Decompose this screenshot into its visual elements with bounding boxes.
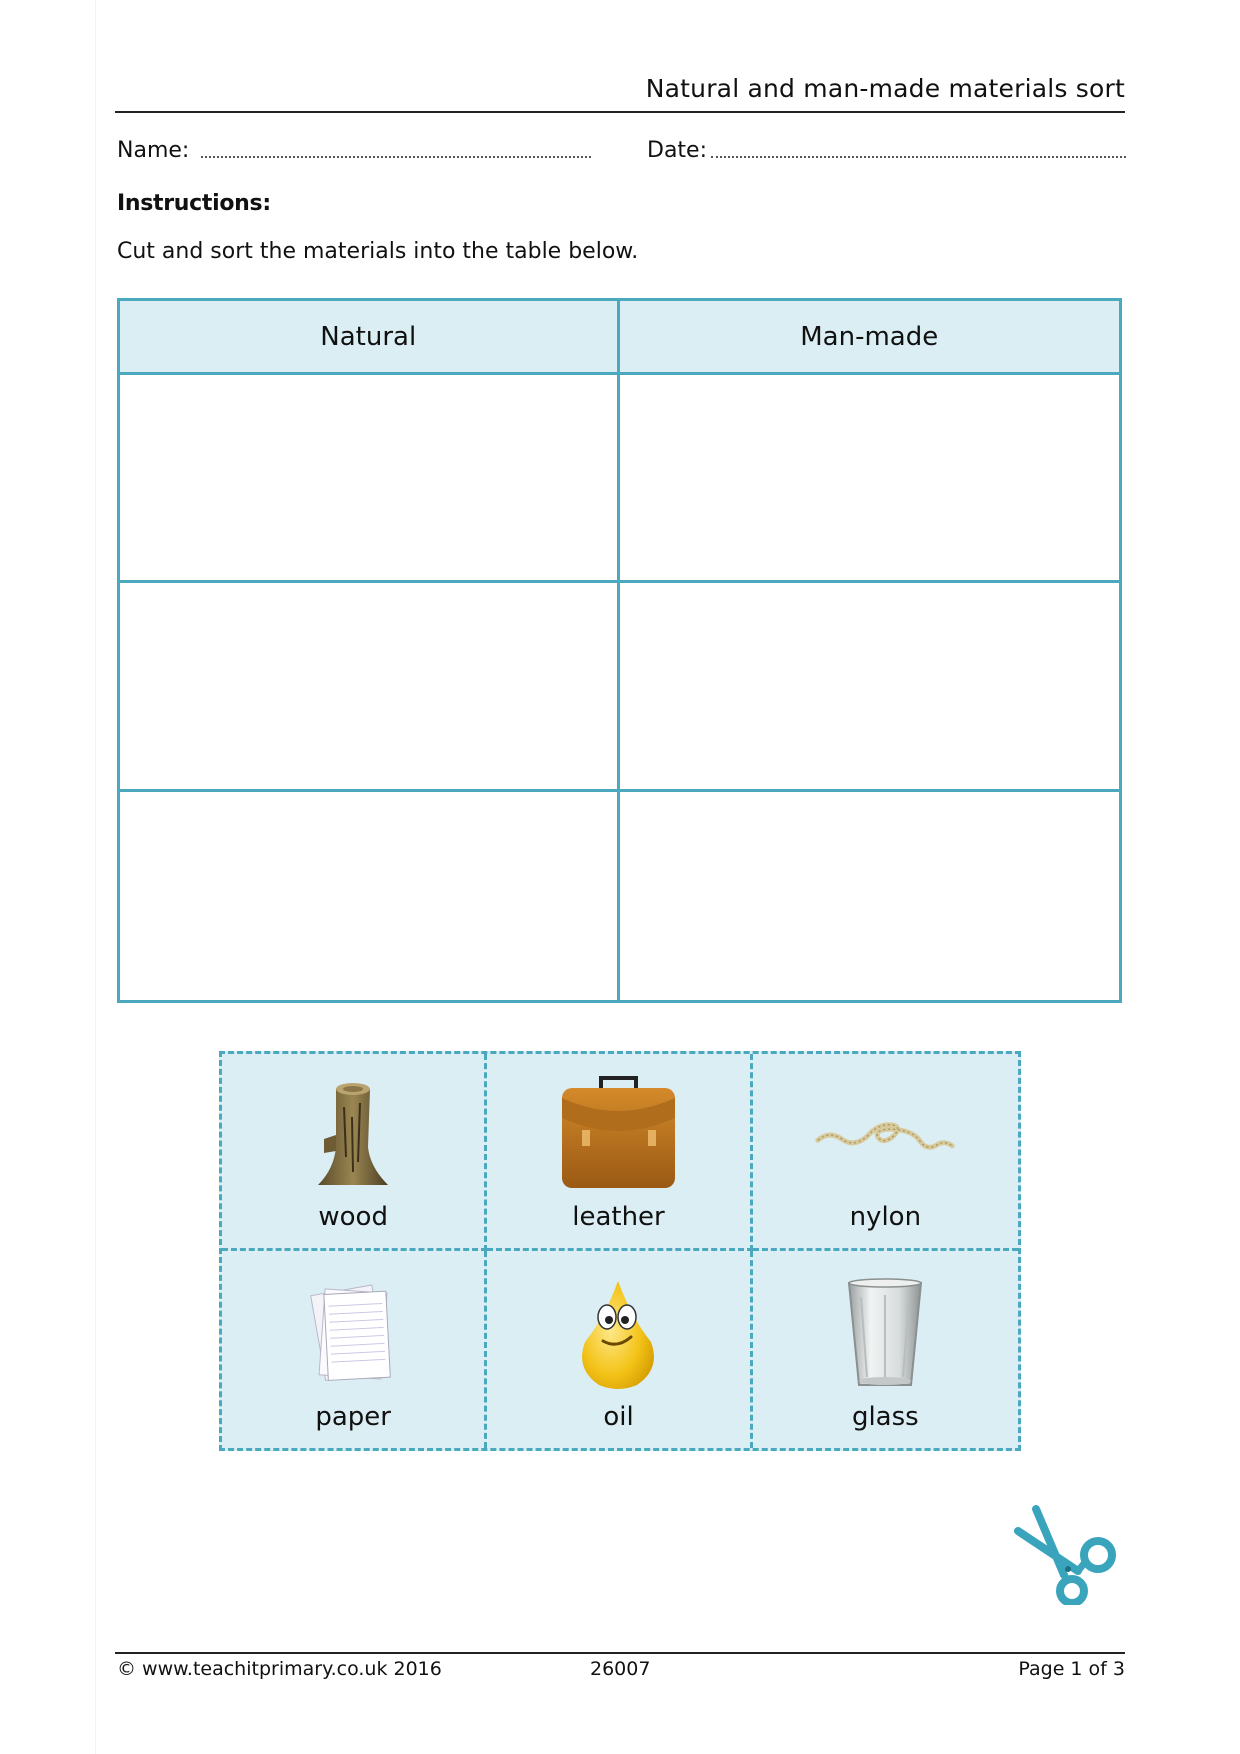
card-label: leather bbox=[572, 1202, 665, 1232]
manmade-drop-cell[interactable] bbox=[620, 375, 1120, 583]
oil-drop-icon bbox=[548, 1274, 688, 1394]
name-write-line[interactable] bbox=[201, 156, 591, 158]
card-label: glass bbox=[851, 1402, 919, 1432]
sort-table bbox=[117, 298, 1122, 1003]
paper-sheets-icon bbox=[283, 1274, 423, 1394]
card-label: oil bbox=[603, 1402, 634, 1432]
date-write-line[interactable] bbox=[711, 156, 1126, 158]
page-margin bbox=[0, 0, 96, 1754]
material-cards bbox=[219, 1051, 1021, 1451]
footer-divider bbox=[115, 1652, 1125, 1654]
material-card-nylon[interactable] bbox=[753, 1054, 1018, 1251]
rope-icon bbox=[815, 1074, 955, 1194]
glass-tumbler-icon bbox=[815, 1274, 955, 1394]
footer-page-number: Page 1 of 3 bbox=[1018, 1658, 1125, 1680]
name-label: Name: bbox=[117, 138, 190, 163]
natural-drop-cell[interactable] bbox=[120, 792, 620, 1000]
card-label: paper bbox=[315, 1402, 391, 1432]
manmade-drop-cell[interactable] bbox=[620, 583, 1120, 791]
material-card-leather[interactable] bbox=[487, 1054, 752, 1251]
natural-drop-cell[interactable] bbox=[120, 375, 620, 583]
manmade-column-header: Man-made bbox=[620, 301, 1120, 375]
tree-stump-icon bbox=[283, 1074, 423, 1194]
natural-column-header: Natural bbox=[120, 301, 620, 375]
card-label: nylon bbox=[849, 1202, 922, 1232]
page-title: Natural and man-made materials sort bbox=[645, 74, 1125, 103]
scissors-icon bbox=[1012, 1505, 1122, 1605]
instructions-text: Cut and sort the materials into the table below. bbox=[117, 239, 639, 264]
date-label: Date: bbox=[647, 138, 707, 163]
material-card-oil[interactable] bbox=[487, 1251, 752, 1448]
footer-resource-code: 26007 bbox=[590, 1658, 651, 1680]
manmade-drop-cell[interactable] bbox=[620, 792, 1120, 1000]
name-field[interactable] bbox=[117, 138, 591, 163]
material-card-glass[interactable] bbox=[753, 1251, 1018, 1448]
material-card-wood[interactable] bbox=[222, 1054, 487, 1251]
natural-drop-cell[interactable] bbox=[120, 583, 620, 791]
material-card-paper[interactable] bbox=[222, 1251, 487, 1448]
card-label: wood bbox=[318, 1202, 388, 1232]
leather-bag-icon bbox=[548, 1074, 688, 1194]
date-field[interactable] bbox=[647, 138, 1126, 163]
instructions-heading: Instructions: bbox=[117, 191, 271, 216]
header-divider bbox=[115, 111, 1125, 113]
footer-copyright: © www.teachitprimary.co.uk 2016 bbox=[117, 1658, 442, 1680]
